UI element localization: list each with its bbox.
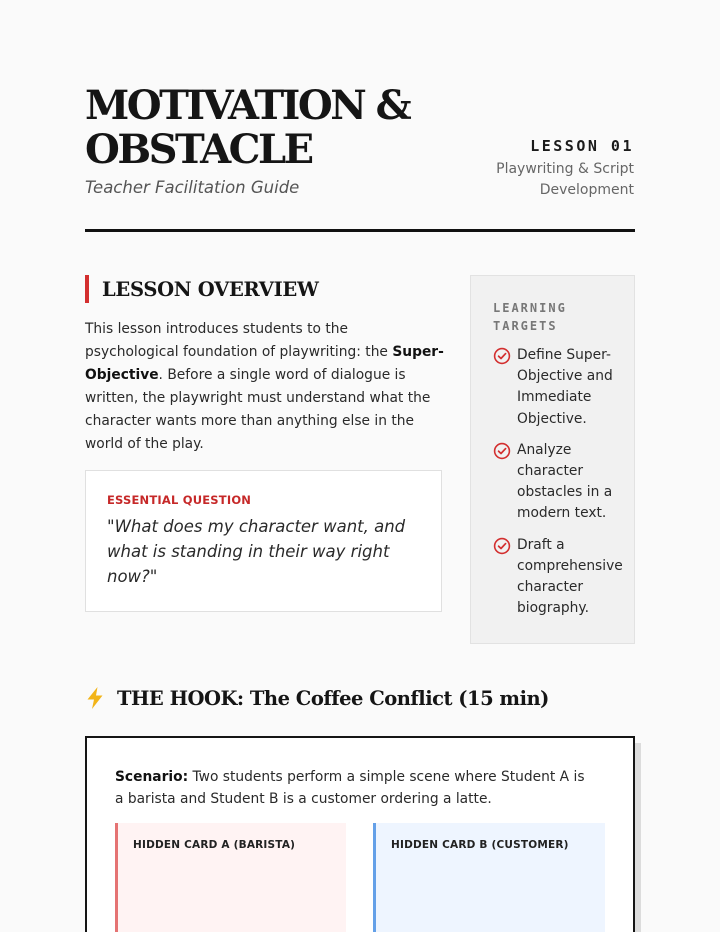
lightning-bolt-icon	[85, 686, 105, 710]
essential-question-text: "What does my character want, and what is standing in their way right now?"	[107, 517, 406, 586]
hook-heading-text: THE HOOK: The Coffee Conflict (15 min)	[117, 686, 549, 710]
learning-target-text: Draft a comprehensive character biography.	[517, 536, 623, 617]
scenario-text	[115, 766, 595, 810]
lesson-number: LESSON 01	[530, 137, 634, 155]
essential-question-card	[85, 470, 442, 612]
hidden-card-a-label: HIDDEN CARD A (BARISTA)	[133, 839, 296, 851]
hidden-card-b-label: HIDDEN CARD B (CUSTOMER)	[391, 839, 569, 851]
essential-question-label: ESSENTIAL QUESTION	[107, 493, 252, 507]
learning-target-item	[493, 440, 622, 525]
check-circle-icon	[493, 442, 511, 460]
overview-heading: LESSON OVERVIEW	[85, 275, 319, 303]
overview-text-end: . Before a single word of dialogue is written, the playwright must understand what the character wants more than anything else in the world of the play.	[85, 367, 431, 452]
page-subtitle: Teacher Facilitation Guide	[85, 178, 300, 197]
hidden-card-a	[115, 823, 346, 932]
learning-target-text: Define Super-Objective and Immediate Objective.	[517, 347, 613, 427]
check-circle-icon	[493, 347, 511, 365]
overview-text-start: This lesson introduces students to the psychological foundation of playwriting: the	[85, 321, 393, 360]
lesson-subject: Playwriting & Script Development	[496, 161, 634, 198]
learning-target-item	[493, 345, 622, 430]
learning-targets-title: LEARNING TARGETS	[493, 301, 567, 333]
page-title: MOTIVATION & OBSTACLE	[85, 82, 410, 173]
scenario-label: Scenario:	[115, 769, 189, 785]
hook-heading	[85, 686, 549, 710]
learning-target-item	[493, 535, 622, 620]
learning-targets-card	[470, 275, 635, 644]
hidden-card-b	[373, 823, 605, 932]
check-circle-icon	[493, 537, 511, 555]
scenario-description: Two students perform a simple scene where Student A is a barista and Student B is a customer ordering a latte.	[115, 769, 585, 807]
super-objective-term: Super-Objective	[85, 344, 444, 383]
hook-box	[85, 736, 635, 932]
overview-text	[85, 318, 445, 456]
learning-target-text: Analyze character obstacles in a modern text.	[517, 441, 613, 522]
header-divider	[85, 229, 635, 232]
